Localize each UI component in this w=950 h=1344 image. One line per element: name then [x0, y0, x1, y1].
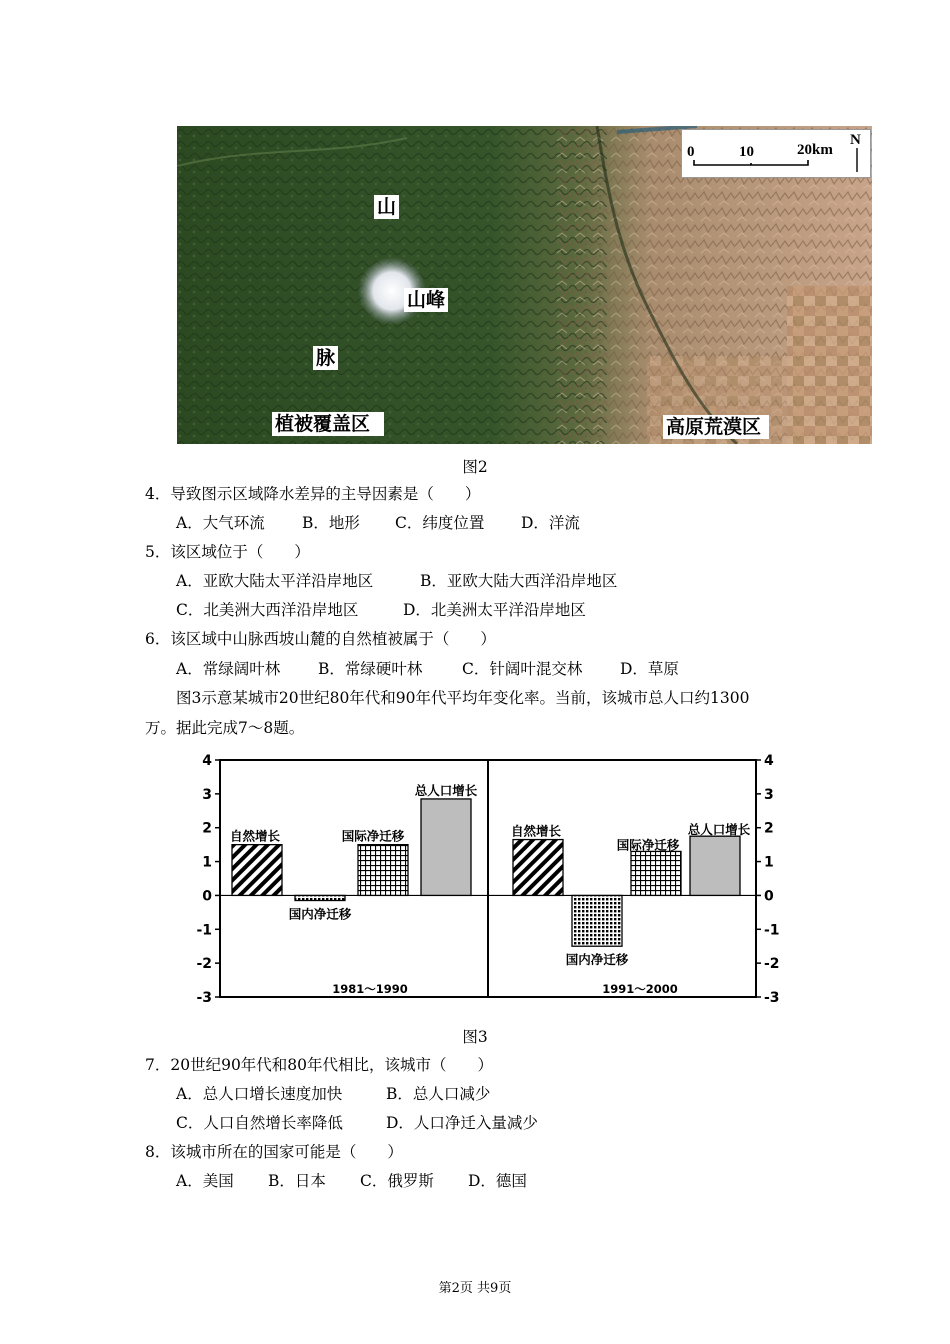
bar-1-2 — [295, 895, 345, 900]
bar-label: 国内净迁移 — [565, 952, 629, 968]
y-tick-label-right: -3 — [764, 990, 780, 1006]
label-shan: 山 — [374, 195, 399, 219]
q6-option-c: C．针阔叶混交林 — [462, 660, 583, 678]
y-tick-label-right: 4 — [764, 753, 774, 769]
y-tick-label-left: -2 — [196, 956, 212, 973]
population-chart — [190, 750, 790, 1015]
bar-2-2 — [572, 895, 622, 946]
scale-line — [682, 130, 870, 177]
bar-1-1 — [232, 845, 282, 896]
bar-label: 总人口增长 — [687, 822, 751, 838]
question-4: 4．导致图示区域降水差异的主导因素是（ ） — [145, 485, 481, 503]
period-label: 1991～2000 — [602, 982, 678, 996]
q8-option-a: A．美国 — [176, 1172, 234, 1190]
question-8: 8．该城市所在的国家可能是（ ） — [145, 1143, 403, 1161]
bar-label: 自然增长 — [510, 823, 562, 839]
q5-option-b: B．亚欧大陆大西洋沿岸地区 — [420, 572, 618, 590]
y-tick-label-left: 1 — [202, 854, 212, 871]
q6-option-a: A．常绿阔叶林 — [176, 660, 281, 678]
q5-option-a: A．亚欧大陆太平洋沿岸地区 — [176, 572, 374, 590]
y-tick-label-right: 3 — [764, 786, 774, 803]
bar-label: 国内净迁移 — [288, 906, 352, 922]
y-tick-label-left: 2 — [202, 820, 212, 837]
q8-option-b: B．日本 — [268, 1172, 326, 1190]
bar-1-3 — [358, 845, 408, 896]
y-tick-label-right: -2 — [764, 956, 780, 973]
bar-label: 国际净迁移 — [341, 828, 405, 844]
bar-2-4 — [690, 836, 740, 895]
intro-line-2: 万。据此完成7～8题。 — [145, 719, 305, 737]
figure2-caption: 图2 — [462, 458, 488, 476]
bar-1-4 — [421, 799, 471, 895]
page-footer: 第2页 共9页 — [438, 1281, 512, 1296]
q4-option-d: D．洋流 — [521, 514, 580, 532]
q5-option-d: D．北美洲太平洋沿岸地区 — [403, 601, 586, 619]
y-tick-label-left: 3 — [202, 786, 212, 803]
q4-option-c: C．纬度位置 — [395, 514, 485, 532]
y-tick-label-right: -1 — [764, 922, 780, 939]
q7-option-d: D．人口净迁入量减少 — [386, 1114, 538, 1132]
bar-2-3 — [631, 851, 681, 895]
q8-option-c: C．俄罗斯 — [360, 1172, 434, 1190]
scale-tick-0: 0 — [687, 144, 695, 160]
q4-option-a: A．大气环流 — [176, 514, 265, 532]
q6-option-b: B．常绿硬叶林 — [318, 660, 423, 678]
scale-tick-20: 20km — [797, 142, 833, 158]
y-tick-label-right: 1 — [764, 854, 774, 871]
scale-tick-10: 10 — [739, 144, 754, 160]
question-5: 5．该区域位于（ ） — [145, 543, 310, 561]
y-tick-label-left: 4 — [202, 753, 212, 769]
q5-option-c: C．北美洲大西洋沿岸地区 — [176, 601, 359, 619]
y-tick-label-left: -3 — [196, 990, 212, 1006]
q7-option-b: B．总人口减少 — [386, 1085, 491, 1103]
question-7: 7．20世纪90年代和80年代相比，该城市（ ） — [145, 1056, 494, 1074]
label-mai: 脉 — [313, 346, 338, 370]
q7-option-c: C．人口自然增长率降低 — [176, 1114, 343, 1132]
scale-bar — [681, 129, 871, 178]
q6-option-d: D．草原 — [620, 660, 679, 678]
y-tick-label-left: 0 — [202, 888, 212, 905]
north-arrow-icon: N — [850, 132, 861, 148]
figure3-caption: 图3 — [462, 1028, 488, 1046]
q4-option-b: B．地形 — [302, 514, 360, 532]
bar-label: 总人口增长 — [414, 782, 478, 798]
label-desert-zone: 高原荒漠区 — [663, 415, 769, 439]
q7-option-a: A．总人口增长速度加快 — [176, 1085, 343, 1103]
q8-option-d: D．德国 — [468, 1172, 527, 1190]
y-tick-label-right: 2 — [764, 820, 774, 837]
label-vegetation-zone: 植被覆盖区 — [272, 412, 384, 436]
y-tick-label-left: -1 — [196, 922, 212, 939]
label-peak: 山峰 — [404, 288, 448, 312]
bar-2-1 — [513, 840, 563, 896]
intro-line-1: 图3示意某城市20世纪80年代和90年代平均年变化率。当前，该城市总人口约1300 — [176, 689, 750, 707]
y-tick-label-right: 0 — [764, 888, 774, 905]
bar-label: 自然增长 — [229, 828, 281, 844]
period-label: 1981～1990 — [332, 982, 408, 996]
question-6: 6．该区域中山脉西坡山麓的自然植被属于（ ） — [145, 630, 496, 648]
bar-label: 国际净迁移 — [616, 837, 680, 853]
